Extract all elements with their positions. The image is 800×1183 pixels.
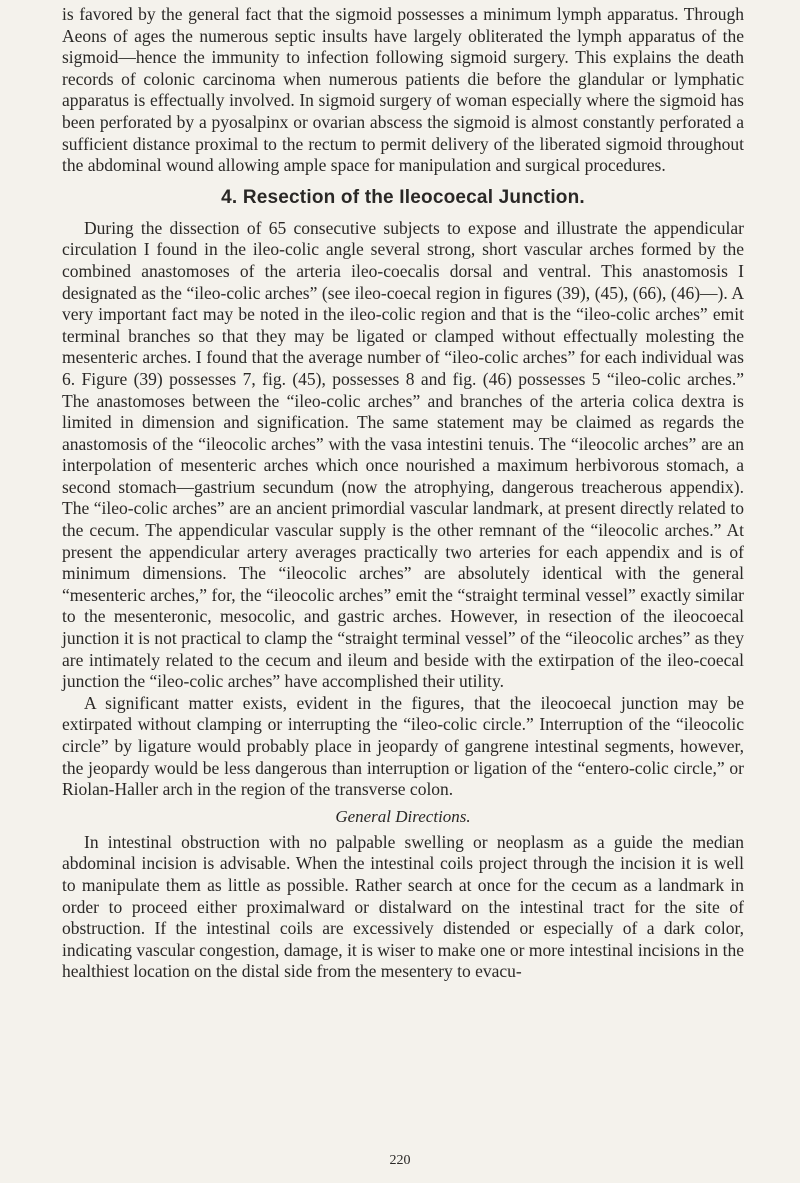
paragraph-ileo-colic-arches: During the dissection of 65 consecutive subjects to expose and illustrate the appendicular circulation I found in the ileo-colic angle several strong, short vascular arches formed by the combined anastomoses of the arteria ileo-coecalis dorsal and ventral. This anastomosis I designated as the “ileo-colic arches” (see ileo-coecal region in figures (39), (45), (66), (46)—). A very important fact may be noted in the ileo-colic region and that is the “ileo-colic arches” emit terminal branches so that they may be ligated or clamped without effectually molesting the mesenteric arches. I found that the average number of “ileo-colic arches” for each individual was 6. Figure (39) possesses 7, fig. (45), possesses 8 and fig. (46) possesses 5 “ileo-colic arches.” The anastomoses between the “ileo-colic arches” and branches of the arteria colica dextra is limited in dimension and signification. The same statement may be claimed as regards the anastomosis of the “ileocolic arches” with the vasa intestini tenuis. The “ileocolic arches” are an interpolation of mesenteric arches which once nourished a maximum herbivorous stomach, a second stomach—gastrium secundum (now the atrophying, dangerous treacherous appendix). The “ileo-colic arches” are an ancient primordial vascular landmark, at present directly related to the cecum. The appendicular vascular supply is the other remnant of the “ileocolic arches.” At present the appendicular artery averages practically two arteries for each appendix and is of minimum dimensions. The “ileocolic arches” are absolutely identical with the general “mesenteric arches,” for, the “ileocolic arches” emit the “straight terminal vessel” exactly similar to the mesenteronic, mesocolic, and gastric arches. However, in resection of the ileocoecal junction it is not practical to clamp the “straight terminal vessel” of the “ileocolic arches” as they are intimately related to the cecum and ileum and beside with the extirpation of the ileo-coecal junction the “ileo-colic arches” have accomplished their utility. <box>62 217 744 692</box>
paragraph-ileo-colic-circle: A significant matter exists, evident in the figures, that the ileocoecal junction may be extirpated without clamping or interrupting the “ileo-colic circle.” Interruption of the “ileocolic circle” by ligature would probably place in jeopardy of gangrene intestinal segments, however, the jeopardy would be less dangerous than interruption or ligation of the “entero-colic circle,” or Riolan-Haller arch in the region of the transverse colon. <box>62 692 744 800</box>
page-number: 220 <box>389 1153 411 1168</box>
paragraph-intestinal-obstruction: In intestinal obstruction with no palpable swelling or neoplasm as a guide the median abdominal incision is advisable. When the intestinal coils project through the incision it is well to manipulate them as little as possible. Rather search at once for the cecum as a landmark in order to proceed either proximalward or distalward on the intestinal tract for the site of obstruction. If the intestinal coils are excessively distended or especially of a dark color, indicating vascular congestion, damage, it is wiser to make one or more intestinal incisions in the healthiest location on the distal side from the mesentery to evacu- <box>62 831 744 982</box>
paragraph-sigmoid-continuation: is favored by the general fact that the sigmoid possesses a minimum lymph apparatus. Through Aeons of ages the numerous septic insults have largely obliterated the lymph apparatus of the sigmoid—hence the immunity to infection following sigmoid surgery. This explains the death records of colonic carcinoma when numerous patients die before the glandular or lymphatic apparatus is effectually involved. In sigmoid surgery of woman especially where the sigmoid has been perforated by a pyosalpinx or ovarian abscess the sigmoid is almost constantly perforated a sufficient distance proximal to the rectum to permit delivery of the liberated sigmoid throughout the abdominal wound allowing ample space for manipulation and surgical procedures. <box>62 4 744 176</box>
section-heading-resection: 4. Resection of the Ileocoecal Junction. <box>221 186 585 208</box>
subheading-general-directions: General Directions. <box>335 806 471 826</box>
